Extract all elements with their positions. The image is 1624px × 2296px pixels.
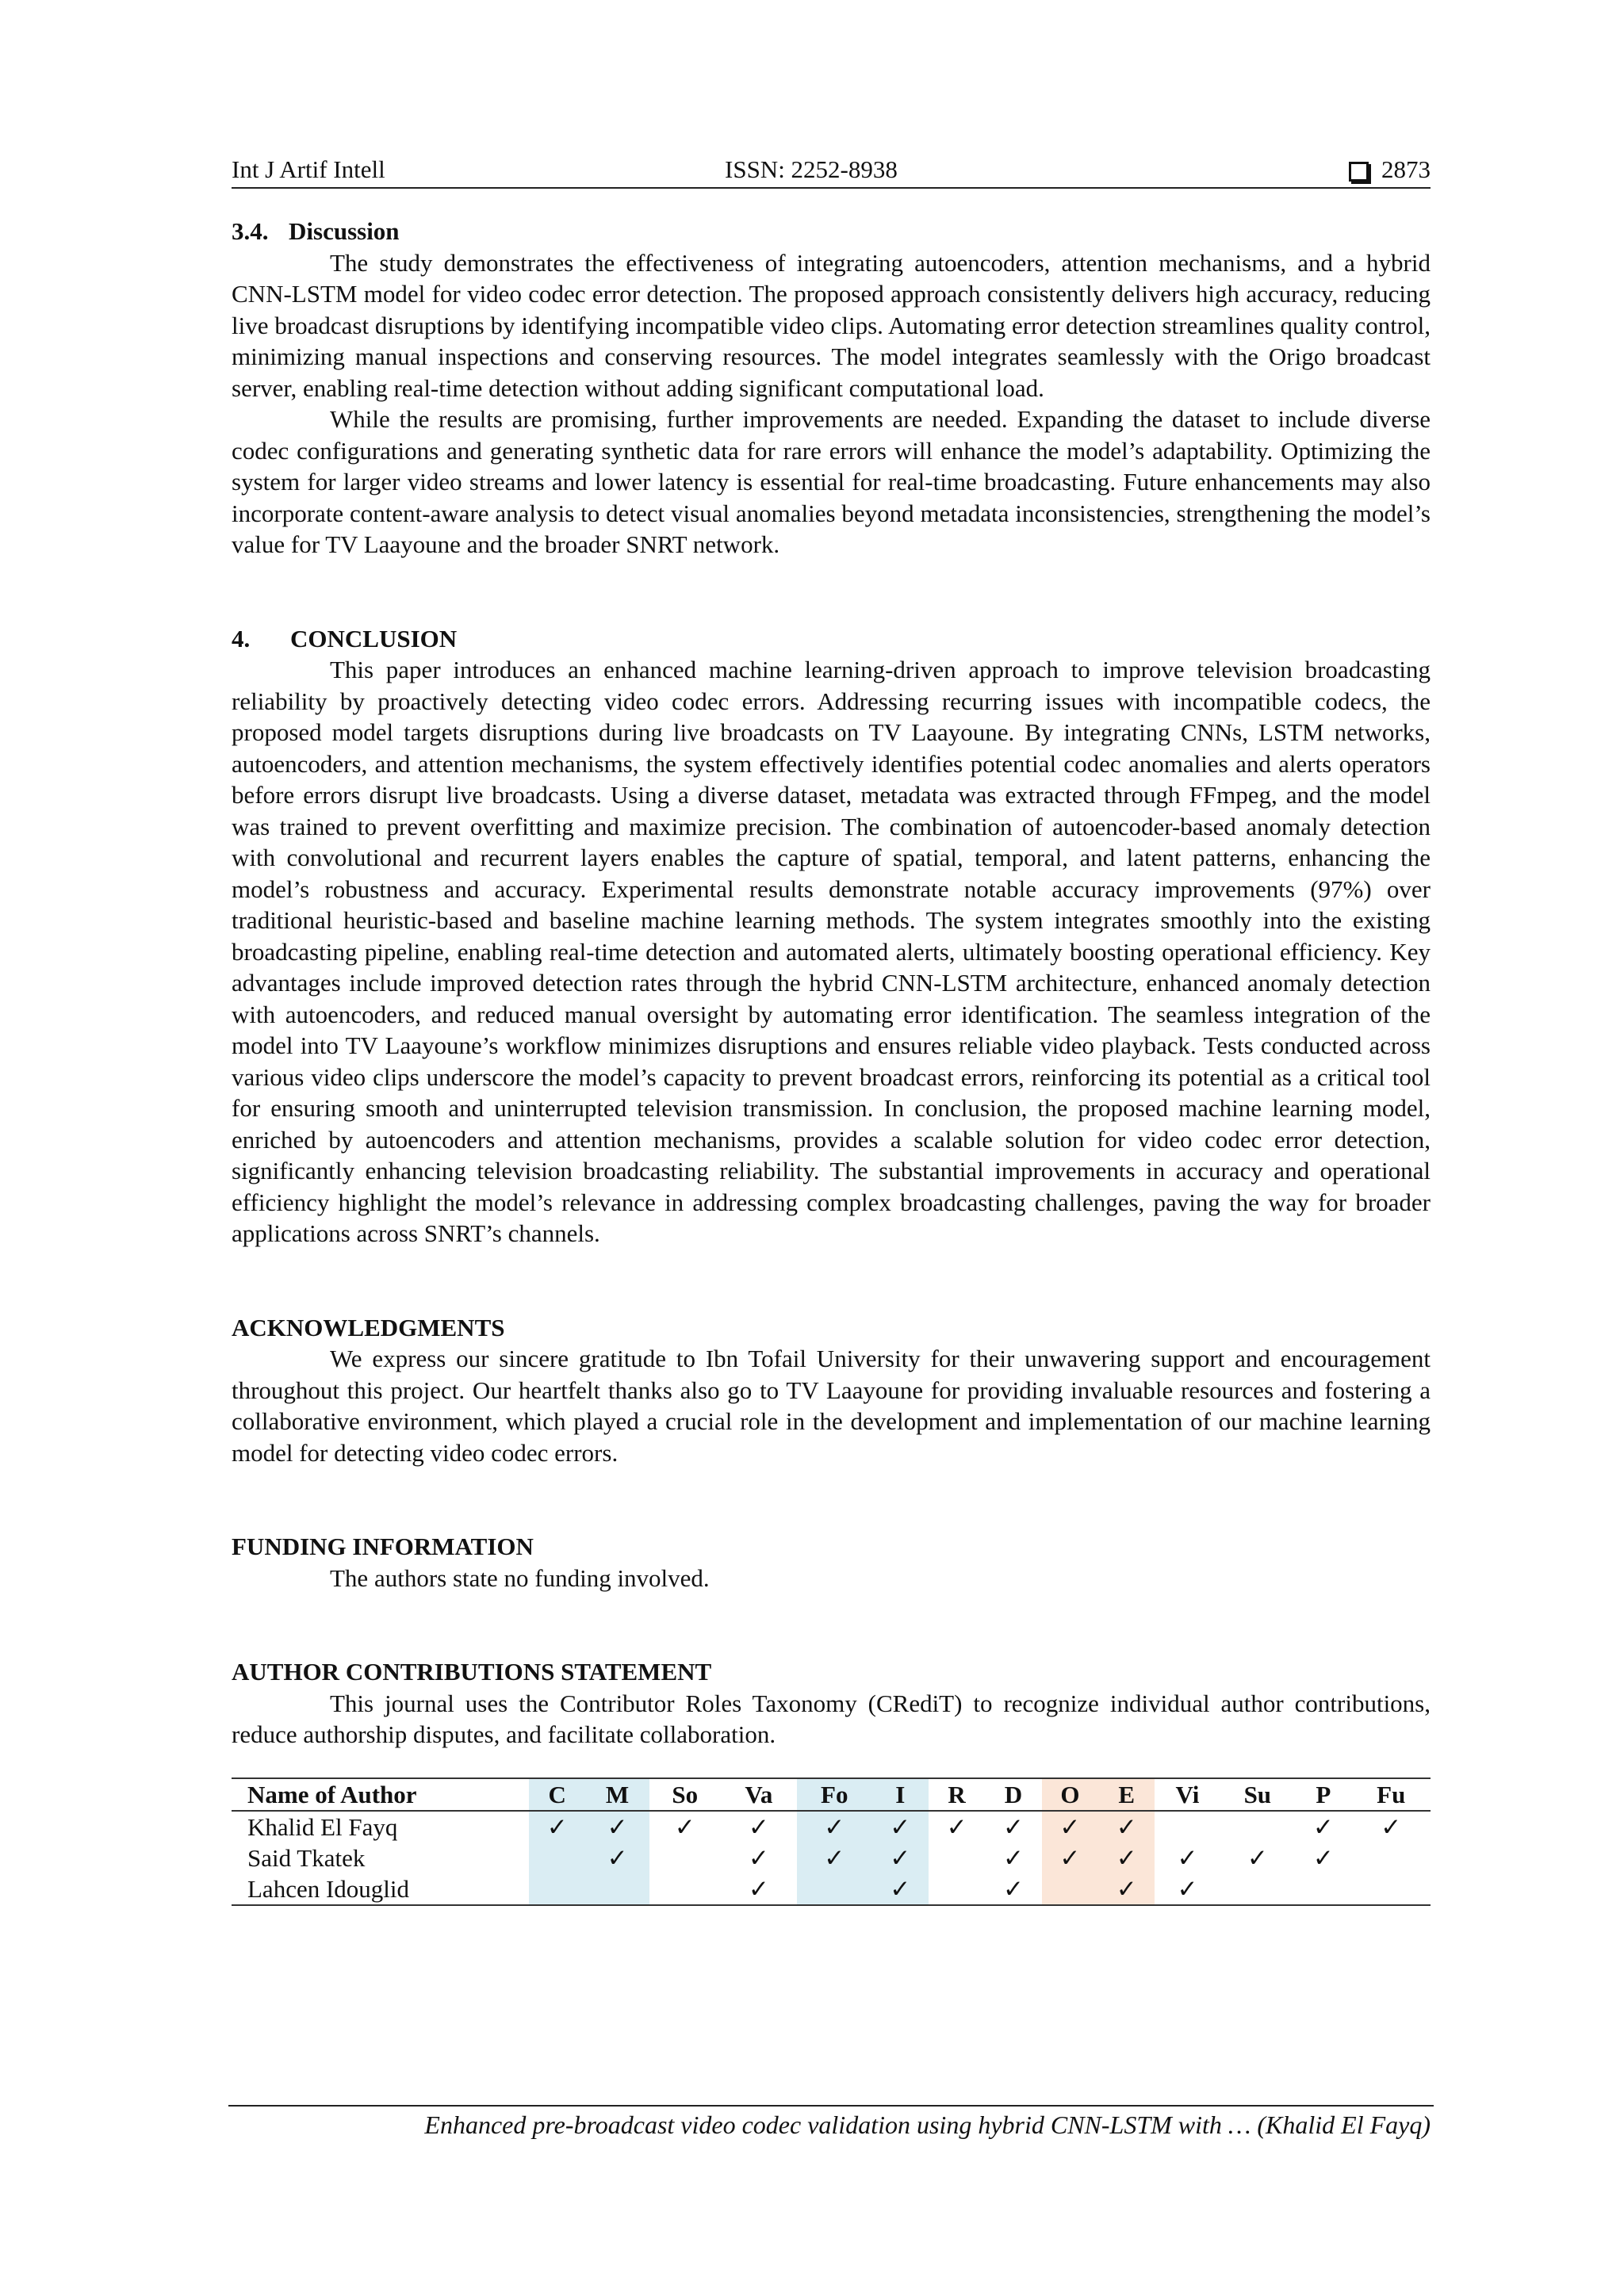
table-cell [1352, 1843, 1431, 1873]
check-mark-icon: ✓ [797, 1811, 872, 1843]
table-cell [1220, 1873, 1295, 1905]
conclusion-paragraph: This paper introduces an enhanced machine learning-driven approach to improve television broadcasting reliability by proactively detecting video codec errors. Addressing recurring issues with incompatible codecs, the proposed model targets disruptions during live broadcasts on TV Laayoune. By integrating CNNs, LSTM networks, autoencoders, and attention mechanisms, the system effectively identifies potential codec anomalies and alerts operators before errors disrupt live broadcasts. Using a diverse dataset, metadata was extracted through FFmpeg, and the model was trained to prevent overfitting and maximize precision. The combination of autoencoder-based anomaly detection with convolutional and recurrent layers enables the capture of spatial, temporal, and latent patterns, enhancing the model’s robustness and accuracy. Experimental results demonstrate notable accuracy improvements (97%) over traditional heuristic-based and baseline machine learning methods. The system integrates smoothly into the existing broadcasting pipeline, enabling real-time detection and automated alerts, ultimately boosting operational efficiency. Key advantages include improved detection rates through the hybrid CNN-LSTM architecture, enhanced anomaly detection with autoencoders, and reduced manual oversight by automating error identification. The seamless integration of the model into TV Laayoune’s workflow minimizes disruptions and ensures reliable video playback. Tests conducted across various video clips underscore the model’s capacity to prevent broadcast errors, reinforcing its potential as a critical tool for ensuring smooth and uninterrupted television transmission. In conclusion, the proposed machine learning model, enriched by autoencoders and attention mechanisms, provides a scalable solution for video codec error detection, significantly enhancing television broadcasting reliability. The substantial improvements in accuracy and operational efficiency highlight the model’s relevance in addressing complex broadcasting challenges, paving the way for broader applications across SNRT’s channels. [232, 656, 1431, 1247]
check-mark-icon: ✓ [872, 1811, 929, 1843]
check-mark-icon: ✓ [1098, 1811, 1155, 1843]
funding-paragraph: The authors state no funding involved. [330, 1563, 710, 1592]
role-header-c: C [529, 1778, 585, 1811]
role-header-m: M [585, 1778, 649, 1811]
funding-heading: FUNDING INFORMATION [232, 1533, 534, 1560]
role-header-so: So [649, 1778, 721, 1811]
table-cell [585, 1873, 649, 1905]
check-mark-icon: ✓ [946, 1812, 967, 1841]
check-mark-icon: ✓ [585, 1843, 649, 1873]
footer-rule [228, 2105, 1434, 2107]
acknowledgments-paragraph: We express our sincere gratitude to Ibn Tofail University for their unwavering support and encouragement throughout this project. Our heartfelt thanks also go to TV Laayoune for providing invaluable resources and fostering a collaborative environment, which played a crucial role in the development and implementation of our machine learning model for detecting video codec errors. [232, 1345, 1431, 1467]
table-cell [1042, 1873, 1098, 1905]
table-row [232, 1843, 1431, 1873]
check-mark-icon: ✓ [748, 1843, 769, 1872]
running-header [232, 155, 1431, 189]
check-mark-icon: ✓ [1155, 1873, 1220, 1905]
table-cell [797, 1873, 872, 1905]
author-name: Said Tkatek [247, 1843, 366, 1872]
author-contributions-section [232, 1656, 1431, 1906]
check-mark-icon: ✓ [1312, 1843, 1334, 1872]
check-mark-icon: ✓ [985, 1873, 1041, 1905]
name-of-author-header: Name of Author [232, 1778, 529, 1811]
credit-table [232, 1777, 1431, 1906]
check-mark-icon: ✓ [529, 1811, 585, 1843]
credit-table-body [232, 1811, 1431, 1905]
check-mark-icon: ✓ [1003, 1812, 1024, 1841]
table-cell [649, 1843, 721, 1873]
role-header-r: R [929, 1778, 985, 1811]
table-row [232, 1873, 1431, 1905]
page-number: 2873 [1381, 155, 1431, 183]
table-cell [529, 1843, 585, 1873]
acknowledgments-heading: ACKNOWLEDGMENTS [232, 1313, 505, 1341]
discussion-section [232, 216, 1431, 561]
table-cell [929, 1873, 985, 1905]
check-mark-icon: ✓ [872, 1843, 929, 1873]
conclusion-heading: 4. CONCLUSION [232, 624, 458, 652]
table-cell [1352, 1873, 1431, 1905]
check-mark-icon: ✓ [1042, 1811, 1098, 1843]
table-row [232, 1811, 1431, 1843]
table-cell [529, 1873, 585, 1905]
author-name: Lahcen Idouglid [232, 1873, 529, 1905]
author-contributions-heading: AUTHOR CONTRIBUTIONS STATEMENT [232, 1658, 712, 1686]
journal-name: Int J Artif Intell [232, 155, 385, 183]
credit-table-header-row [232, 1778, 1431, 1811]
role-header-p: P [1295, 1778, 1351, 1811]
role-header-i: I [872, 1778, 929, 1811]
funding-section [232, 1531, 1431, 1594]
check-mark-icon: ✓ [1042, 1843, 1098, 1873]
issn-label: ISSN: 2252-8938 [725, 155, 898, 183]
discussion-paragraph-1: The study demonstrates the effectiveness of integrating autoencoders, attention mechanisms, and a hybrid CNN-LSTM model for video codec error detection. The proposed approach consistently delivers high accuracy, reducing live broadcast disruptions by identifying incompatible video clips. Automating error detection streamlines quality control, minimizing manual inspections and conserving resources. The model integrates seamlessly with the Origo broadcast server, enabling real-time detection without adding significant computational load. [232, 248, 1431, 402]
check-mark-icon: ✓ [872, 1873, 929, 1905]
role-header-fu: Fu [1352, 1778, 1431, 1811]
check-mark-icon: ✓ [1247, 1843, 1268, 1872]
check-mark-icon: ✓ [674, 1812, 695, 1841]
conclusion-section [232, 623, 1431, 1249]
role-header-su: Su [1220, 1778, 1295, 1811]
check-mark-icon: ✓ [1381, 1812, 1402, 1841]
role-header-fo: Fo [797, 1778, 872, 1811]
role-header-d: D [985, 1778, 1041, 1811]
discussion-paragraph-2: While the results are promising, further improvements are needed. Expanding the dataset to include diverse codec configurations and generating synthetic data for rare errors will enhance the model’s adaptability. Optimizing the system for larger video streams and lower latency is essential for real-time broadcasting. Future enhancements may also incorporate content-aware analysis to detect visual anomalies beyond metadata inconsistencies, strengthening the model’s value for TV Laayoune and the broader SNRT network. [232, 405, 1431, 558]
check-mark-icon: ✓ [748, 1812, 769, 1841]
check-mark-icon: ✓ [1098, 1843, 1155, 1873]
check-mark-icon: ✓ [1098, 1873, 1155, 1905]
table-cell [649, 1873, 721, 1905]
table-cell [1220, 1811, 1295, 1843]
author-name: Khalid El Fayq [247, 1812, 398, 1841]
check-mark-icon: ✓ [1312, 1812, 1334, 1841]
check-mark-icon: ✓ [797, 1843, 872, 1873]
check-mark-icon: ✓ [1003, 1843, 1024, 1872]
table-cell [1295, 1873, 1351, 1905]
author-contributions-paragraph: This journal uses the Contributor Roles Taxonomy (CRediT) to recognize individual author contributions, reduce authorship disputes, and facilitate collaboration. [232, 1689, 1431, 1748]
check-mark-icon: ✓ [721, 1873, 797, 1905]
table-cell [1155, 1811, 1220, 1843]
check-mark-icon: ✓ [585, 1811, 649, 1843]
running-footer: Enhanced pre-broadcast video codec validation using hybrid CNN-LSTM with … (Khalid El Fayq) [424, 2110, 1431, 2139]
square-bullet-icon [1349, 162, 1369, 182]
acknowledgments-section [232, 1312, 1431, 1469]
page-body [232, 216, 1431, 1906]
role-header-va: Va [721, 1778, 797, 1811]
check-mark-icon: ✓ [1177, 1843, 1198, 1872]
role-header-o: O [1042, 1778, 1098, 1811]
role-header-vi: Vi [1155, 1778, 1220, 1811]
discussion-heading: 3.4. Discussion [232, 217, 400, 245]
table-cell [929, 1843, 985, 1873]
role-header-e: E [1098, 1778, 1155, 1811]
